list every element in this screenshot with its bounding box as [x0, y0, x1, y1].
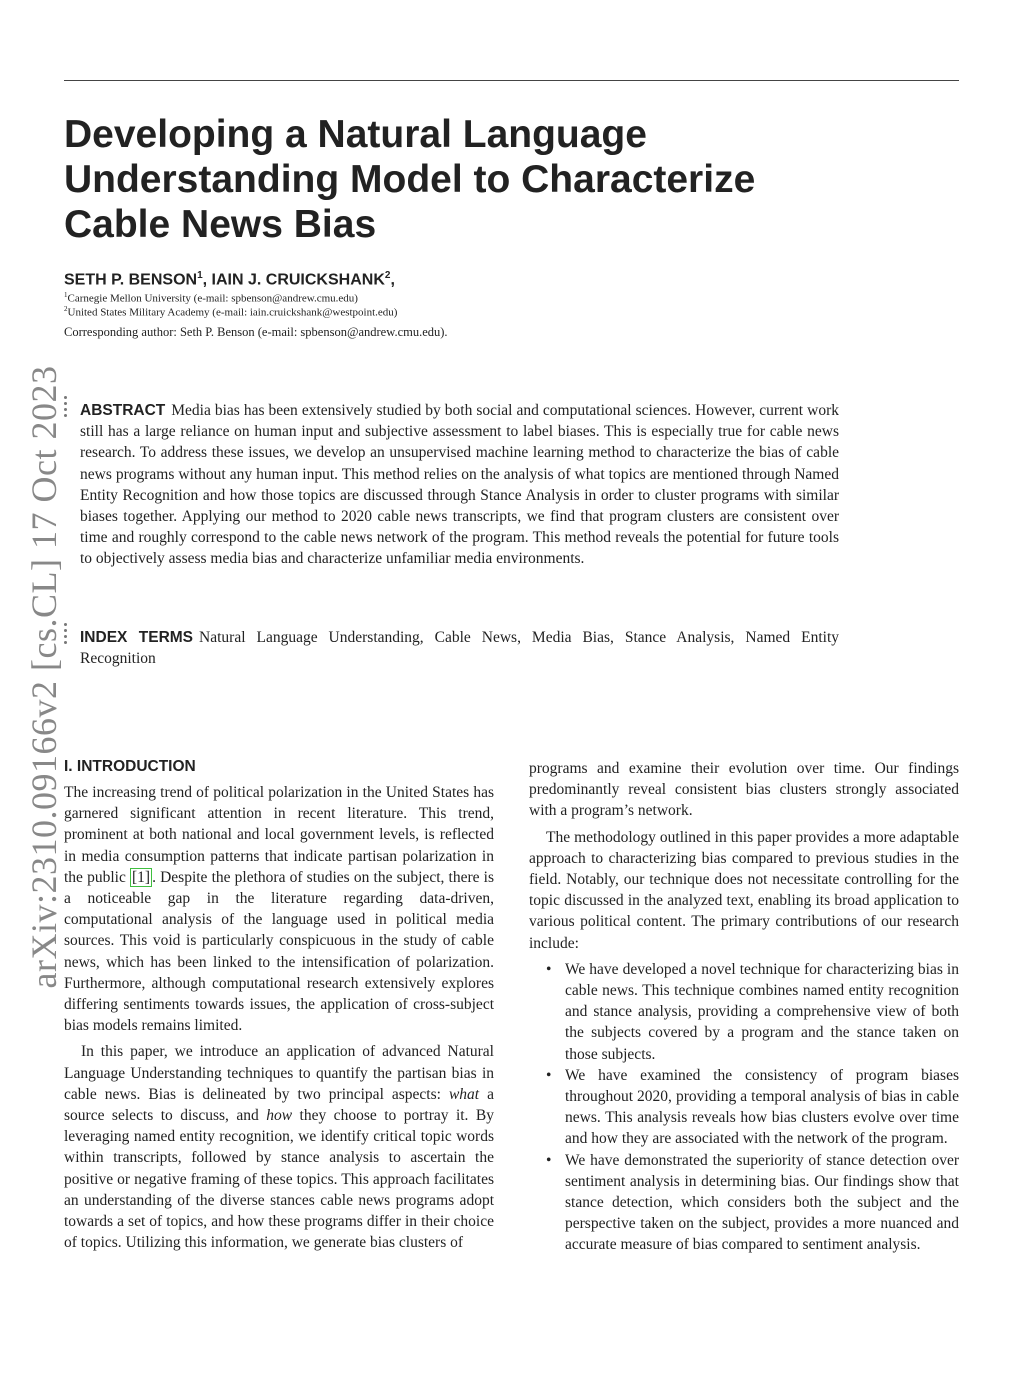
intro-paragraph-3: programs and examine their evolution over time. Our findings predominantly reveal consistent bias clusters strongly associated with a program’s network. — [529, 760, 959, 820]
affiliation-2: $^2$United States Military Academy (e-mail: iain.cruickshank@westpoint.edu) — [64, 305, 398, 319]
title-line-2: Understanding Model to Characterize — [64, 158, 756, 201]
abstract-label: ABSTRACT — [80, 402, 166, 419]
title-line-3: Cable News Bias — [64, 203, 377, 246]
title-line-1: Developing a Natural Language — [64, 113, 647, 156]
author-list: SETH P. BENSON$^1$, IAIN J. CRUICKSHANK$^2$, — [64, 270, 395, 289]
header-rule — [64, 80, 959, 81]
intro-paragraph-1: The increasing trend of political polarization in the United States has garnered significant attention in recent literature. This trend, prominent at both national and local government levels, is reflected in media consumption patterns that indicate partisan polarization in the public [1] . Despite the plethora of studies on the subject, there is a noticeable gap in the literature regarding data-driven, computational analysis of the language used in political media sources. This void is particularly conspicuous in the study of cable news, which has been linked to the intensification of polarization. Furthermore, although computational research extensively explores differing sentiments towards issues, the application of cross-subject bias models remains limited. — [64, 784, 494, 1035]
left-column — [64, 756, 494, 1253]
index-terms-marker — [64, 623, 68, 647]
abstract-text: Media bias has been extensively studied by both social and computational sciences. However, current work still has a large reliance on human input and subjective assessment to label biases. This is especially true for cable news research. To address these issues, we develop an unsupervised machine learning method to characterize the bias of cable news programs without any human input. This method relies on the analysis of what topics are mentioned through Named Entity Recognition and how those topics are discussed through Stance Analysis in order to cluster programs with similar biases together. Applying our method to 2020 cable news transcripts, we find that program clusters are consistent over time and roughly correspond to the cable news network of the program. This method reveals the potential for future tools to objectively assess media bias and characterize unfamiliar media environments. — [80, 402, 839, 568]
author-affil-mark: 2 — [384, 270, 391, 281]
bullet-icon: • — [546, 1151, 552, 1169]
affiliation-1: $^1$Carnegie Mellon University (e-mail: spbenson@andrew.cmu.edu) — [64, 291, 358, 305]
intro-paragraph-4: The methodology outlined in this paper provides a more adaptable approach to characterizing bias compared to previous studies in the field. Notably, our technique does not necessitate controlling for the topic discussed in the analyzed text, enabling its broad application to various political content. The primary contributions of our research include: — [529, 828, 959, 952]
list-item: • We have examined the consistency of program biases throughout 2020, providing a temporal analysis of bias in cable news. This analysis reveals how bias clusters evolve over time and how they are associated with the network of the program. — [546, 1066, 959, 1148]
author-name: SETH P. BENSON — [64, 271, 198, 289]
citation-link[interactable]: [1] — [131, 868, 151, 886]
right-column — [529, 758, 959, 1256]
index-terms-text: Natural Language Understanding, Cable News, Media Bias, Stance Analysis, Named Entity Recognition — [80, 629, 839, 668]
paper-title — [64, 112, 824, 247]
list-item: • We have demonstrated the superiority of stance detection over sentiment analysis in determining bias. Our findings show that stance detection, which considers both the subject and the perspective taken on the subject, provides a more nuanced and accurate measure of bias compared to sentiment analysis. — [546, 1151, 959, 1254]
bullet-icon: • — [546, 1066, 552, 1084]
contributions-list — [529, 959, 959, 1256]
index-terms-label: INDEX TERMS — [80, 629, 194, 646]
list-item: • We have developed a novel technique for characterizing bias in cable news. This technique combines named entity recognition and stance analysis, providing a comprehensive view of both the subjects covered by a program and the stance taken on those subjects. — [546, 960, 959, 1063]
author-name: IAIN J. CRUICKSHANK — [211, 271, 385, 289]
index-terms — [80, 627, 839, 669]
abstract-marker — [64, 396, 68, 420]
arxiv-stamp-text: arXiv:2310.09166v2 [cs.CL] 17 Oct 2023 — [24, 365, 64, 989]
corresponding-author: Corresponding author: Seth P. Benson (e-mail: spbenson@andrew.cmu.edu). — [64, 325, 448, 339]
abstract — [80, 400, 839, 570]
intro-paragraph-2: In this paper, we introduce an application of advanced Natural Language Understanding techniques to quantify the partisan bias in cable news. Bias is delineated by two principal aspects: what a source selects to discuss, and how they choose to portray it. By leveraging named entity recognition, we identify critical topic words within transcripts, followed by stance analysis to ascertain the positive or negative framing of these topics. This approach facilitates an understanding of the diverse stances cable news programs adopt towards a set of topics, and how these programs differ in their choice of topics. Utilizing this information, we generate bias clusters of — [64, 1043, 494, 1252]
bullet-icon: • — [546, 960, 552, 978]
author-affil-mark: 1 — [197, 270, 203, 281]
section-heading: I. INTRODUCTION — [64, 758, 196, 775]
